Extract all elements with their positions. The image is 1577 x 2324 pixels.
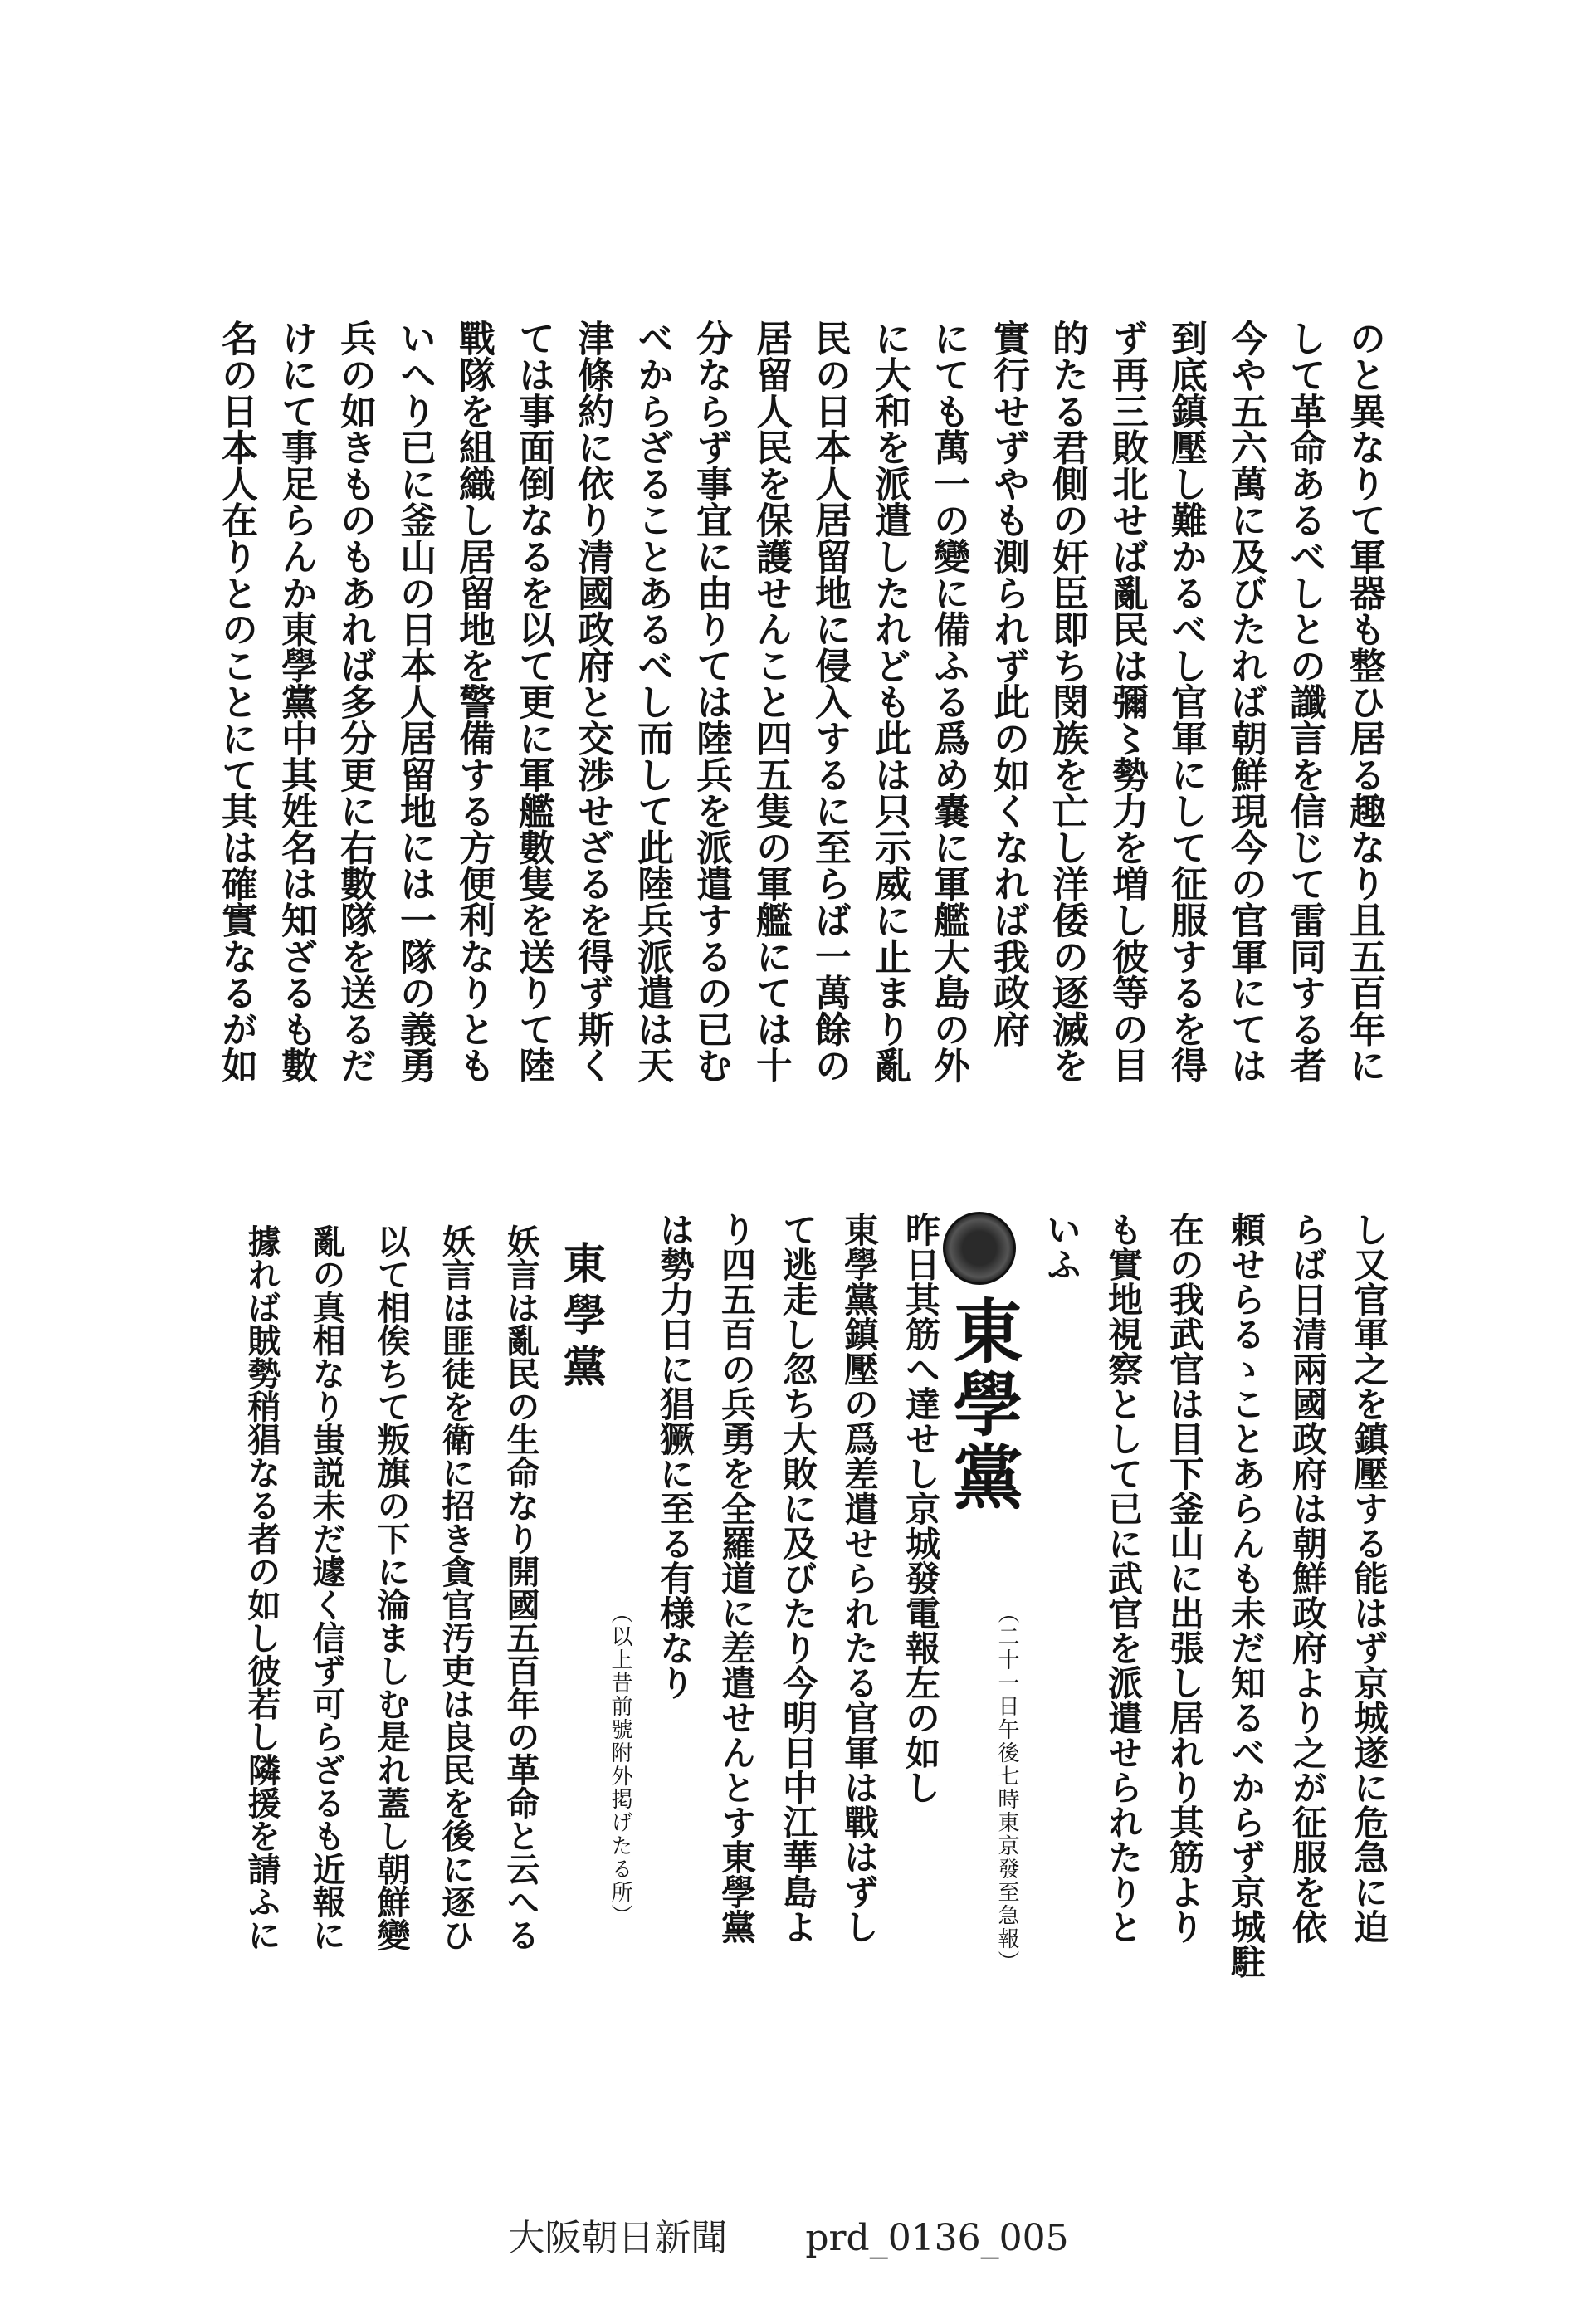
- text-column: べからざることあるべし而して此陸兵派遣は天: [631, 320, 673, 1083]
- page-footer: [0, 2208, 1577, 2261]
- text-column: 名の日本人在りとのことにて其は確實なるが如: [215, 320, 257, 1083]
- headline: 東學黨: [942, 1295, 1024, 1514]
- text-column: らば日清兩國政府は朝鮮政府より之が征服を依: [1287, 1212, 1328, 1944]
- text-column: も實地視察として已に武官を派遣せられたりと: [1103, 1212, 1144, 1944]
- text-column: 今や五六萬に及びたれば朝鮮現今の官軍にては: [1224, 320, 1267, 1083]
- subhead: 東學黨: [555, 1241, 606, 1395]
- text-column: に大和を派遣したれども此は只示威に止まり亂: [868, 320, 911, 1083]
- text-column: 居留人民を保護せんこと四五隻の軍艦にては十: [749, 320, 792, 1083]
- upper-article-block: [195, 320, 1385, 1108]
- text-column: 據れば賊勢稍猖なる者の如し彼若し隣援を請ふに: [242, 1224, 281, 1951]
- text-column: 昨日其筋へ達せし京城發電報左の如し: [901, 1212, 941, 1804]
- text-column: 兵の如きものもあれば多分更に右數隊を送るだ: [334, 320, 376, 1083]
- text-column: 分ならず事宜に由りては陸兵を派遣するの已む: [690, 320, 732, 1083]
- text-column: 以て相俟ちて叛旗の下に淪ましむ是れ蓋し朝鮮變: [372, 1224, 411, 1951]
- dateline: （二十一日午後七時東京發至急報）: [994, 1602, 1019, 1974]
- tonghak-commentary-block: [195, 1208, 606, 2004]
- text-column: 妖言は亂民の生命なり開國五百年の革命と云へる: [501, 1224, 540, 1951]
- text-column: にても萬一の變に備ふる爲め嚢に軍艦大島の外: [927, 320, 969, 1083]
- text-column: いへり已に釜山の日本人居留地には一隊の義勇: [393, 320, 436, 1083]
- text-column: 的たる君側の奸臣即ち閔族を亡し洋倭の逐滅を: [1046, 320, 1088, 1083]
- text-column: けにて事足らんか東學黨中其姓名は知ざるも數: [275, 320, 317, 1083]
- editorial-note: （以上昔前號附外掲げたる所）: [608, 1602, 632, 1927]
- text-column: 妖言は匪徒を衛に招き貪官汚吏は良民を後に逐ひ: [437, 1224, 476, 1951]
- text-column: ては事面倒なるを以て更に軍艦數隻を送りて陸: [512, 320, 554, 1083]
- text-column: し又官軍之を鎮壓する能はず京城遂に危急に迫: [1349, 1212, 1389, 1944]
- text-column: 民の日本人居留地に侵入するに至らば一萬餘の: [808, 320, 851, 1083]
- section-bullet-icon: [943, 1212, 1016, 1285]
- text-column: 東學黨鎮壓の爲差遣せられたる官軍は戰はずし: [839, 1212, 880, 1944]
- text-column: 津條約に依り清國政府と交渉せざるを得ず斯く: [571, 320, 613, 1083]
- text-column: 戰隊を組織し居留地を警備する方便利なりとも: [452, 320, 495, 1083]
- text-column: して革命あるべしとの讖言を信じて雷同する者: [1283, 320, 1326, 1083]
- text-column: 實行せずやも測られず此の如くなれば我政府: [987, 320, 1029, 1047]
- text-column: 在の我武官は目下釜山に出張し居れり其筋より: [1164, 1212, 1205, 1944]
- text-column: 亂の真相なり蚩説未だ遽く信ず可らざるも近報に: [307, 1224, 346, 1951]
- text-column: 到底鎮壓し難かるべし官軍にして征服するを得: [1164, 320, 1207, 1083]
- publication-name: 大阪朝日新聞: [508, 2217, 728, 2259]
- text-column: のと異なりて軍器も整ひ居る趣なり且五百年に: [1343, 320, 1385, 1083]
- text-column: ず再三敗北せば亂民は彌〻勢力を増し彼等の目: [1106, 320, 1148, 1083]
- text-column: り四五百の兵勇を全羅道に差遣せんとす東學黨: [716, 1212, 757, 1944]
- page-id: prd_0136_005: [805, 2217, 1069, 2259]
- text-column: て逃走し忽ち大敗に及びたり今明日中江華島よ: [778, 1212, 818, 1944]
- tonghak-report-block: [608, 1212, 1389, 2009]
- text-column: は勢力日に猖獗に至る有様なり: [655, 1212, 696, 1700]
- text-column: いふ: [1042, 1212, 1082, 1282]
- text-column: 頼せらるゝことあらんも未だ知るべからず京城駐: [1226, 1212, 1267, 1979]
